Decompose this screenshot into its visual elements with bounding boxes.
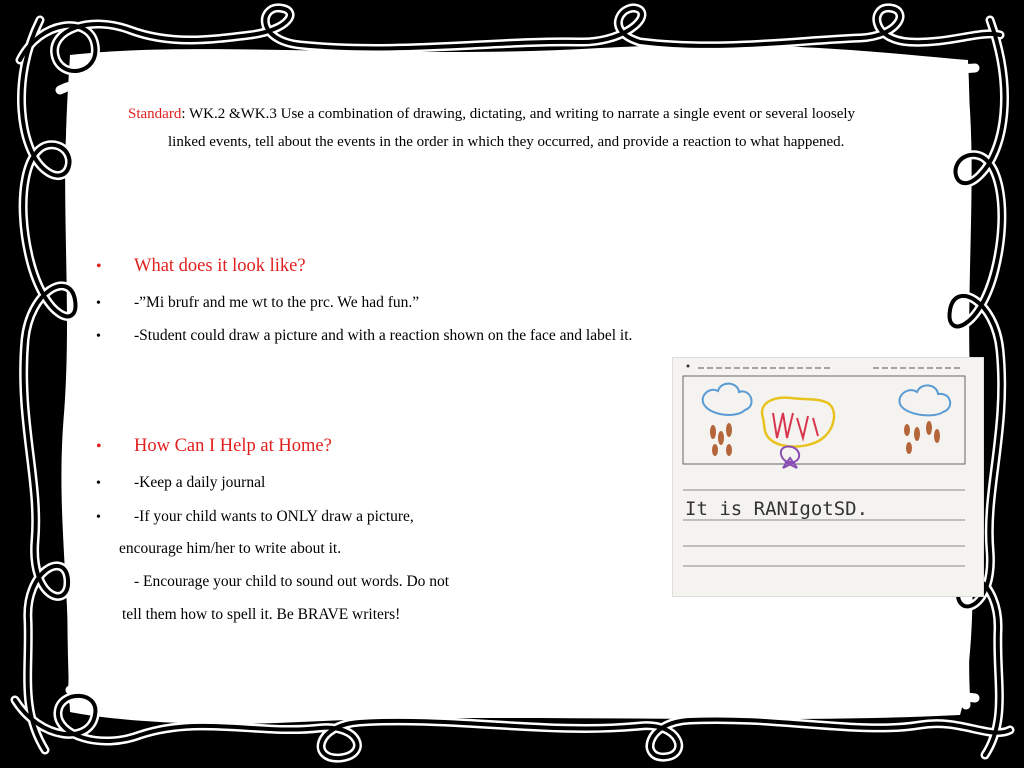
- student-handwriting: It is RANIgotSD.: [685, 498, 869, 520]
- section1-heading-row: [96, 256, 306, 277]
- list-item: [96, 294, 419, 312]
- list-item: [96, 327, 632, 345]
- bullet-icon: •: [96, 258, 102, 275]
- section2-heading: How Can I Help at Home?: [134, 436, 332, 456]
- section2-continuation-1: encourage him/her to write about it.: [119, 540, 342, 557]
- section2-item-2: -If your child wants to ONLY draw a picture,: [134, 508, 414, 525]
- student-drawing-image: [673, 358, 983, 596]
- student-drawing-photo: [673, 358, 983, 596]
- section2-item-3: - Encourage your child to sound out words. Do not: [134, 573, 450, 590]
- section1-item-2: -Student could draw a picture and with a reaction shown on the face and label it.: [134, 327, 633, 344]
- standard-text-line2: linked events, tell about the events in the order in which they occurred, and provide a reaction to what happened.: [168, 134, 845, 150]
- standard-text-line1: : WK.2 &WK.3 Use a combination of drawing, dictating, and writing to narrate a single event or several loosely: [181, 106, 856, 122]
- bullet-icon: •: [96, 296, 101, 311]
- bullet-icon: •: [96, 329, 101, 344]
- section2-item-1: -Keep a daily journal: [134, 474, 266, 491]
- section2-continuation-2: tell them how to spell it. Be BRAVE writers!: [122, 606, 401, 623]
- standard-paragraph: [128, 100, 958, 156]
- bullet-icon: •: [96, 438, 102, 455]
- standard-label: Standard: [128, 106, 182, 122]
- section1-heading: What does it look like?: [134, 256, 306, 276]
- list-item: [96, 508, 414, 526]
- list-item: [96, 474, 265, 492]
- bullet-icon: •: [96, 510, 101, 525]
- section1-item-1: -”Mi brufr and me wt to the prc. We had fun.”: [134, 294, 420, 311]
- section2-heading-row: [96, 436, 332, 457]
- bullet-icon: •: [96, 476, 101, 491]
